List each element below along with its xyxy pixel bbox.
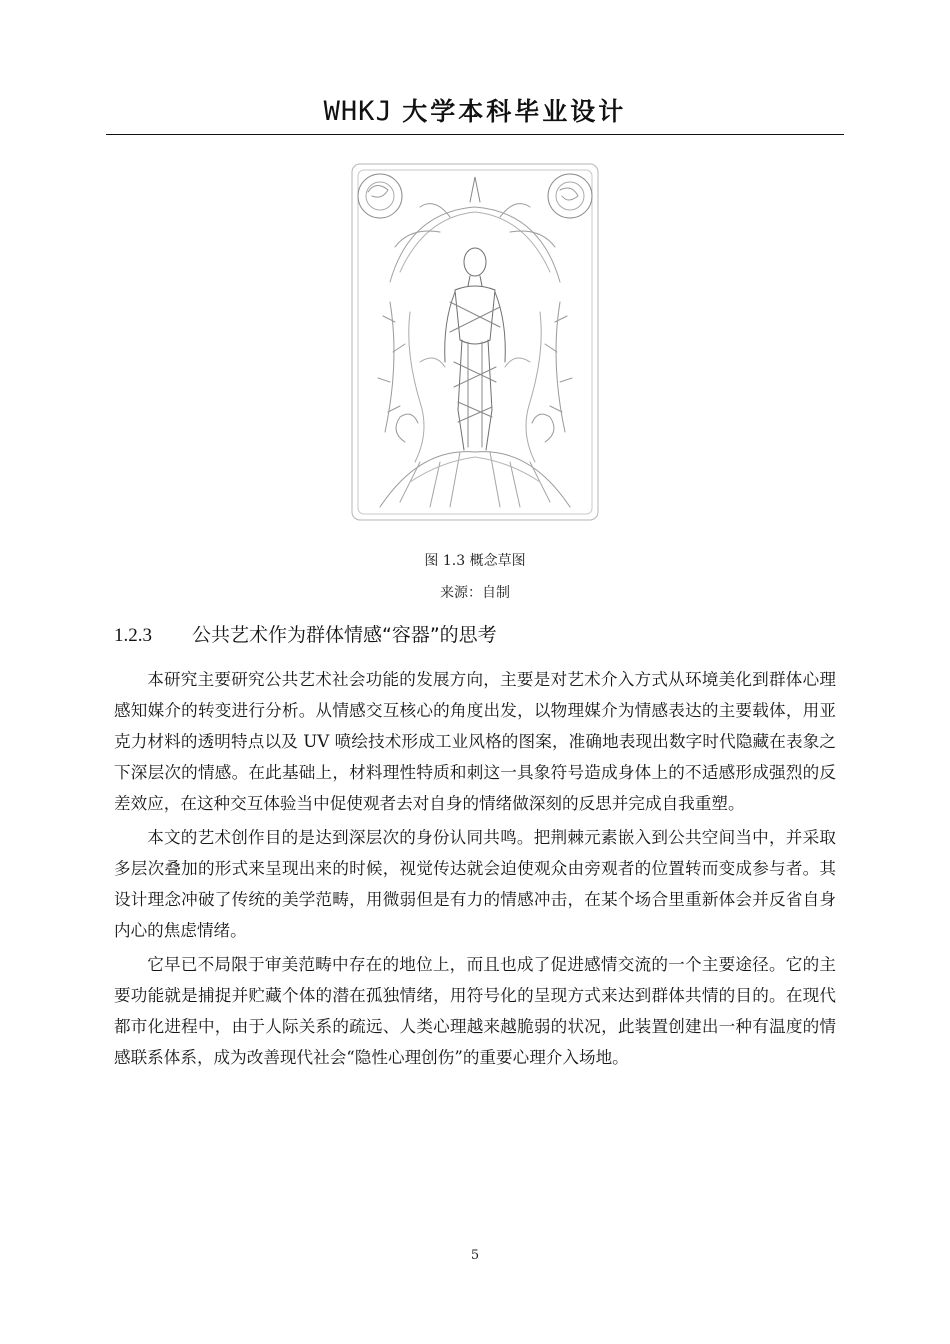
section-number: 1.2.3	[114, 625, 152, 646]
paragraph: 本研究主要研究公共艺术社会功能的发展方向，主要是对艺术介入方式从环境美化到群体心理感知媒介的转变进行分析。从情感交互核心的角度出发，以物理媒介为情感表达的主要载体，用亚克力材料的透明特点以及 UV 喷绘技术形成工业风格的图案，准确地表现出数字时代隐藏在表象之下深层次的情感。在此基础上，材料理性特质和刺这一具象符号造成身体上的不适感形成强烈的反差效应，在这种交互体验当中促使观者去对自身的情绪做深刻的反思并完成自我重塑。	[114, 670, 836, 813]
header-university-code: WHKJ	[323, 96, 393, 127]
figure-source: 来源：自制	[440, 585, 510, 601]
concept-sketch-illustration-icon	[350, 162, 600, 522]
section-title: 公共艺术作为群体情感“容器”的思考	[192, 624, 497, 646]
paragraph: 它早已不局限于审美范畴中存在的地位上，而且也成了促进感情交流的一个主要途径。它的主要功能就是捕捉并贮藏个体的潜在孤独情绪，用符号化的呈现方式来达到群体共情的目的。在现代都市化进程中，由于人际关系的疏远、人类心理越来越脆弱的状况，此装置创建出一种有温度的情感联系体系，成为改善现代社会“隐性心理创伤”的重要心理介入场地。	[114, 955, 836, 1067]
header-divider	[106, 134, 844, 135]
page-number: 5	[470, 1248, 480, 1263]
section-heading	[114, 620, 497, 647]
body-text	[114, 664, 836, 1076]
paragraph: 本文的艺术创作目的是达到深层次的身份认同共鸣。把荆棘元素嵌入到公共空间当中，并采取多层次叠加的形式来呈现出来的时候，视觉传达就会迫使观众由旁观者的位置转而变成参与者。其设计理念冲破了传统的美学范畴，用微弱但是有力的情感冲击，在某个场合里重新体会并反省自身内心的焦虑情绪。	[114, 828, 836, 940]
concept-sketch-figure	[350, 162, 600, 522]
header-title: 大学本科毕业设计	[402, 97, 627, 126]
page-header	[106, 90, 844, 134]
figure-caption: 图 1.3 概念草图	[424, 553, 526, 569]
